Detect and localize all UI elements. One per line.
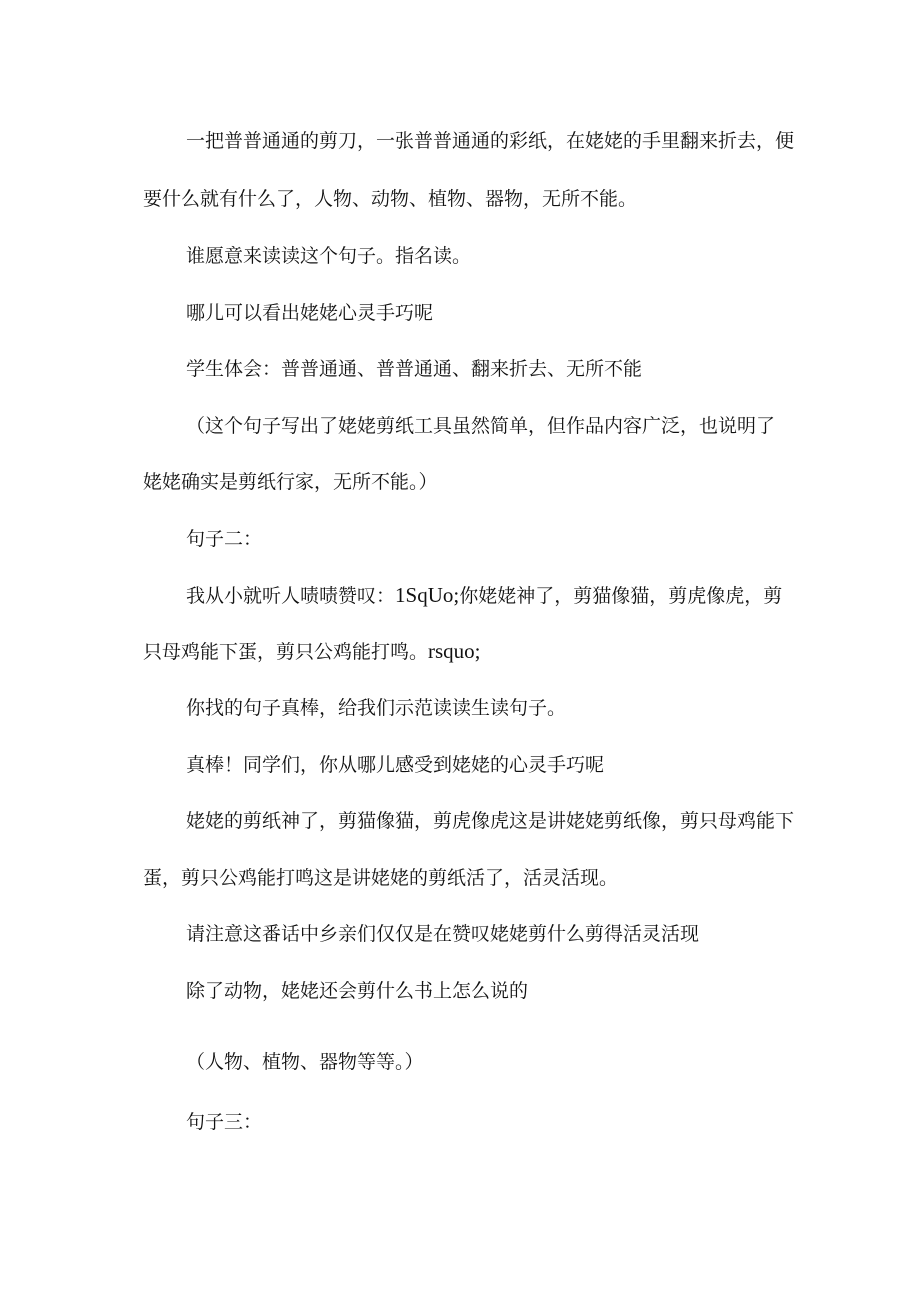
paragraph-11: 请注意这番话中乡亲们仅仅是在赞叹姥姥剪什么剪得活灵活现	[186, 923, 700, 945]
paragraph-7-text-a: 我从小就听人啧啧赞叹：	[186, 585, 396, 607]
paragraph-7-line-2	[0, 638, 920, 665]
paragraph-7-entity-close: rsquo;	[428, 639, 481, 663]
paragraph-5-line-1: （这个句子写出了姥姥剪纸工具虽然简单，但作品内容广泛，也说明了	[186, 415, 776, 437]
paragraph-7-text-d: 只母鸡能下蛋，剪只公鸡能打鸣。	[143, 641, 429, 663]
paragraph-12: 除了动物，姥姥还会剪什么书上怎么说的	[186, 980, 529, 1002]
paragraph-9: 真棒！同学们，你从哪儿感受到姥姥的心灵手巧呢	[186, 754, 605, 776]
paragraph-2: 谁愿意来读读这个句子。指名读。	[186, 245, 472, 267]
paragraph-1-line-1: 一把普普通通的剪刀，一张普普通通的彩纸，在姥姥的手里翻来折去，便	[186, 130, 795, 152]
paragraph-4: 学生体会：普普通通、普普通通、翻来折去、无所不能	[186, 358, 643, 380]
paragraph-3: 哪儿可以看出姥姥心灵手巧呢	[186, 302, 434, 324]
paragraph-13: （人物、植物、器物等等。）	[186, 1051, 424, 1073]
paragraph-10-line-2: 蛋，剪只公鸡能打鸣这是讲姥姥的剪纸活了，活灵活现。	[143, 867, 619, 889]
paragraph-1-line-2: 要什么就有什么了，人物、动物、植物、器物，无所不能。	[143, 188, 638, 210]
paragraph-8: 你找的句子真棒，给我们示范读读生读句子。	[186, 697, 567, 719]
paragraph-7-entity-open: 1SqUo;	[395, 583, 460, 607]
paragraph-14-heading: 句子三：	[186, 1111, 263, 1133]
paragraph-5-line-2: 姥姥确实是剪纸行家，无所不能。）	[143, 471, 438, 493]
paragraph-7-text-c: 你姥姥神了，剪猫像猫，剪虎像虎，剪	[459, 585, 783, 607]
paragraph-6-heading: 句子二：	[186, 528, 263, 550]
paragraph-7-line-1	[0, 582, 920, 609]
paragraph-10-line-1: 姥姥的剪纸神了，剪猫像猫，剪虎像虎这是讲姥姥剪纸像，剪只母鸡能下	[186, 810, 795, 832]
